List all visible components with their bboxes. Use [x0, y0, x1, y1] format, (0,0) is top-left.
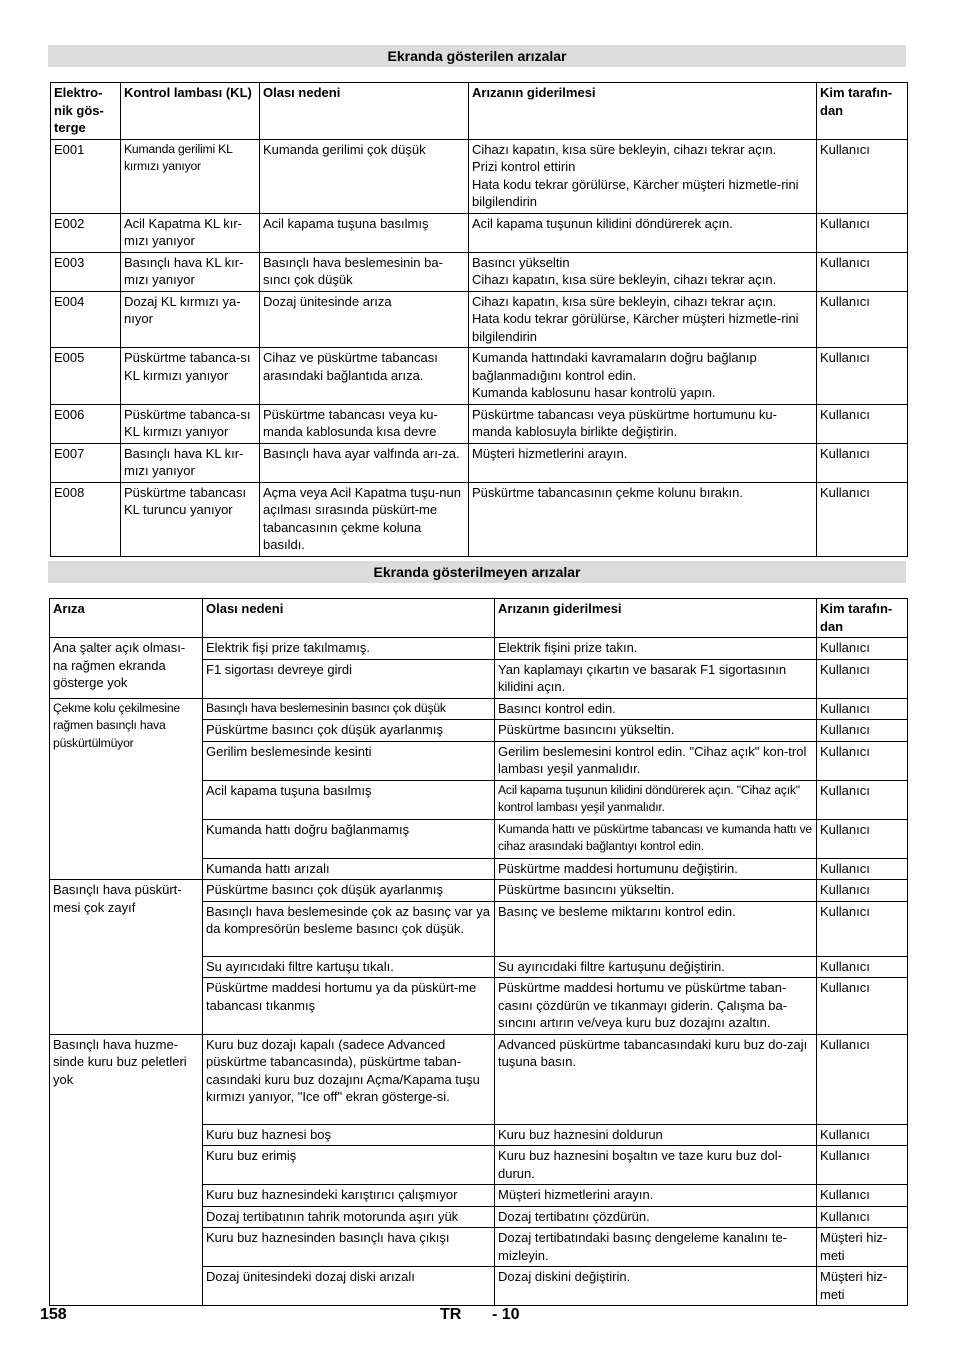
cell-by: Kullanıcı [817, 720, 908, 742]
cell-remedy: Yan kaplamayı çıkartın ve basarak F1 sigortasının kilidini açın. [495, 659, 817, 698]
table-row [50, 638, 908, 660]
cell-by: Kullanıcı [817, 1185, 908, 1207]
cell-by: Kullanıcı [817, 780, 908, 819]
cell-lamp: Acil Kapatma KL kır-mızı yanıyor [121, 213, 260, 252]
header-cell: Elektro-nik gös-terge [51, 83, 121, 140]
cell-cause: Basınçlı hava beslemesinde çok az basınç var ya da kompresörün besleme basıncı çok düşük. [203, 901, 495, 956]
cell-by: Müşteri hiz-meti [817, 1267, 908, 1306]
cell-cause: Gerilim beslemesinde kesinti [203, 741, 495, 780]
cell-fault: Basınçlı hava huzme-sinde kuru buz peletleri yok [50, 1034, 203, 1306]
cell-code: E008 [51, 482, 121, 556]
cell-by: Kullanıcı [817, 880, 908, 902]
cell-lamp: Püskürtme tabancası KL turuncu yanıyor [121, 482, 260, 556]
cell-cause: Cihaz ve püskürtme tabancası arasındaki bağlantıda arıza. [260, 348, 469, 405]
cell-remedy: Acil kapama tuşunun kilidini döndürerek açın. [469, 213, 817, 252]
undisplayed-faults-table [49, 598, 908, 1306]
cell-fault: Basınçlı hava püskürt-mesi çok zayıf [50, 880, 203, 1035]
table-row [51, 213, 908, 252]
table-header-row [50, 599, 908, 638]
cell-by: Kullanıcı [817, 638, 908, 660]
cell-remedy: Kuru buz haznesini doldurun [495, 1124, 817, 1146]
cell-remedy: Basınç ve besleme miktarını kontrol edin. [495, 901, 817, 956]
table-row [50, 698, 908, 720]
cell-code: E001 [51, 139, 121, 213]
cell-remedy: Basıncı kontrol edin. [495, 698, 817, 720]
cell-cause: Püskürtme maddesi hortumu ya da püskürt-me tabancası tıkanmış [203, 978, 495, 1035]
cell-cause: Kumanda hattı doğru bağlanmamış [203, 819, 495, 858]
cell-cause: Kuru buz haznesindeki karıştırıcı çalışmıyor [203, 1185, 495, 1207]
cell-cause: Basınçlı hava beslemesinin ba-sıncı çok düşük [260, 252, 469, 291]
header-cell: Kim tarafın-dan [817, 599, 908, 638]
cell-lamp: Basınçlı hava KL kır-mızı yanıyor [121, 252, 260, 291]
cell-cause: Kuru buz haznesi boş [203, 1124, 495, 1146]
cell-remedy: Püskürtme maddesi hortumu ve püskürtme taban-casını çözdürün ve tıkanmayı giderin. Çalışma ba-sıncını artırın ve/veya kuru buz dozajını azaltın. [495, 978, 817, 1035]
cell-by: Kullanıcı [817, 291, 908, 348]
cell-remedy: Elektrik fişini prize takın. [495, 638, 817, 660]
cell-cause: Kuru buz erimiş [203, 1146, 495, 1185]
cell-remedy: Advanced püskürtme tabancasındaki kuru buz do-zajı tuşuna basın. [495, 1034, 817, 1124]
cell-by: Kullanıcı [817, 139, 908, 213]
table-row [50, 880, 908, 902]
table-row [51, 348, 908, 405]
cell-code: E003 [51, 252, 121, 291]
cell-remedy: Gerilim beslemesini kontrol edin. "Cihaz açık" kon-trol lambası yeşil yanmalıdır. [495, 741, 817, 780]
cell-cause: Basınçlı hava beslemesinin basıncı çok düşük [203, 698, 495, 720]
cell-code: E005 [51, 348, 121, 405]
cell-by: Kullanıcı [817, 1206, 908, 1228]
cell-code: E007 [51, 443, 121, 482]
cell-by: Kullanıcı [817, 404, 908, 443]
cell-by: Kullanıcı [817, 901, 908, 956]
cell-by: Müşteri hiz-meti [817, 1228, 908, 1267]
header-cell: Kontrol lambası (KL) [121, 83, 260, 140]
cell-remedy: Cihazı kapatın, kısa süre bekleyin, cihazı tekrar açın. Hata kodu tekrar görülürse, Kärcher müşteri hizmetle-rini bilgilendirin [469, 291, 817, 348]
cell-cause: Basınçlı hava ayar valfında arı-za. [260, 443, 469, 482]
cell-cause: Kuru buz haznesinden basınçlı hava çıkışı [203, 1228, 495, 1267]
table-row [51, 291, 908, 348]
cell-fault: Çekme kolu çekilmesine rağmen basınçlı hava püskürtülmüyor [50, 698, 203, 880]
header-cell: Olası nedeni [260, 83, 469, 140]
cell-cause: Püskürtme tabancası veya ku-manda kablosunda kısa devre [260, 404, 469, 443]
cell-remedy: Acil kapama tuşunun kilidini döndürerek açın. "Cihaz açık" kontrol lambası yeşil yanmalıdır. [495, 780, 817, 819]
header-cell: Arızanın giderilmesi [495, 599, 817, 638]
cell-by: Kullanıcı [817, 741, 908, 780]
cell-code: E006 [51, 404, 121, 443]
cell-lamp: Püskürtme tabanca-sı KL kırmızı yanıyor [121, 404, 260, 443]
cell-lamp: Dozaj KL kırmızı ya-nıyor [121, 291, 260, 348]
cell-by: Kullanıcı [817, 348, 908, 405]
cell-remedy: Dozaj tertibatını çözdürün. [495, 1206, 817, 1228]
cell-cause: Kumanda gerilimi çok düşük [260, 139, 469, 213]
language-code: TR [440, 1306, 462, 1323]
cell-fault: Ana şalter açık olması-na rağmen ekranda gösterge yok [50, 638, 203, 699]
cell-remedy: Müşteri hizmetlerini arayın. [469, 443, 817, 482]
cell-by: Kullanıcı [817, 819, 908, 858]
cell-by: Kullanıcı [817, 858, 908, 880]
cell-cause: Acil kapama tuşuna basılmış [260, 213, 469, 252]
cell-remedy: Su ayırıcıdaki filtre kartuşunu değiştirin. [495, 956, 817, 978]
cell-by: Kullanıcı [817, 978, 908, 1035]
table-row [51, 482, 908, 556]
header-cell: Olası nedeni [203, 599, 495, 638]
cell-remedy: Püskürtme tabancasının çekme kolunu bırakın. [469, 482, 817, 556]
cell-remedy: Püskürtme basıncını yükseltin. [495, 720, 817, 742]
cell-cause: Acil kapama tuşuna basılmış [203, 780, 495, 819]
cell-by: Kullanıcı [817, 443, 908, 482]
displayed-faults-table [50, 82, 908, 557]
cell-remedy: Kuru buz haznesini boşaltın ve taze kuru buz dol-durun. [495, 1146, 817, 1185]
cell-remedy: Kumanda hattındaki kavramaların doğru bağlanıp bağlanmadığını kontrol edin. Kumanda kablosunu hasar kontrolü yapın. [469, 348, 817, 405]
cell-cause: F1 sigortası devreye girdi [203, 659, 495, 698]
cell-remedy: Cihazı kapatın, kısa süre bekleyin, cihazı tekrar açın. Prizi kontrol ettirin Hata kodu tekrar görülürse, Kärcher müşteri hizmetle-rini bilgilendirin [469, 139, 817, 213]
cell-remedy: Dozaj diskini değiştirin. [495, 1267, 817, 1306]
cell-cause: Su ayırıcıdaki filtre kartuşu tıkalı. [203, 956, 495, 978]
section-title-displayed-faults: Ekranda gösterilen arızalar [48, 45, 906, 67]
cell-remedy: Müşteri hizmetlerini arayın. [495, 1185, 817, 1207]
cell-by: Kullanıcı [817, 1146, 908, 1185]
page-number: 158 [40, 1306, 67, 1323]
cell-code: E002 [51, 213, 121, 252]
cell-cause: Püskürtme basıncı çok düşük ayarlanmış [203, 880, 495, 902]
cell-lamp: Basınçlı hava KL kır-mızı yanıyor [121, 443, 260, 482]
table-row [50, 1034, 908, 1124]
cell-by: Kullanıcı [817, 956, 908, 978]
sub-page-number: - 10 [492, 1306, 520, 1323]
cell-remedy: Püskürtme basıncını yükseltin. [495, 880, 817, 902]
table-header-row [51, 83, 908, 140]
cell-by: Kullanıcı [817, 1124, 908, 1146]
cell-cause: Dozaj ünitesindeki dozaj diski arızalı [203, 1267, 495, 1306]
cell-by: Kullanıcı [817, 482, 908, 556]
cell-lamp: Püskürtme tabanca-sı KL kırmızı yanıyor [121, 348, 260, 405]
cell-by: Kullanıcı [817, 698, 908, 720]
header-cell: Kim tarafın-dan [817, 83, 908, 140]
header-cell: Arızanın giderilmesi [469, 83, 817, 140]
cell-by: Kullanıcı [817, 252, 908, 291]
cell-cause: Elektrik fişi prize takılmamış. [203, 638, 495, 660]
cell-cause: Püskürtme basıncı çok düşük ayarlanmış [203, 720, 495, 742]
cell-remedy: Dozaj tertibatındaki basınç dengeleme kanalını te-mizleyin. [495, 1228, 817, 1267]
cell-cause: Açma veya Acil Kapatma tuşu-nun açılması sırasında püskürt-me tabancasının çekme koluna basıldı. [260, 482, 469, 556]
table-row [51, 139, 908, 213]
cell-cause: Kumanda hattı arızalı [203, 858, 495, 880]
cell-remedy: Püskürtme tabancası veya püskürtme hortumunu ku-manda kablosuyla birlikte değiştirin. [469, 404, 817, 443]
cell-code: E004 [51, 291, 121, 348]
cell-by: Kullanıcı [817, 659, 908, 698]
cell-lamp: Kumanda gerilimi KL kırmızı yanıyor [121, 139, 260, 213]
cell-remedy: Basıncı yükseltin Cihazı kapatın, kısa süre bekleyin, cihazı tekrar açın. [469, 252, 817, 291]
cell-by: Kullanıcı [817, 213, 908, 252]
cell-remedy: Püskürtme maddesi hortumunu değiştirin. [495, 858, 817, 880]
header-cell: Arıza [50, 599, 203, 638]
cell-cause: Dozaj tertibatının tahrik motorunda aşırı yük [203, 1206, 495, 1228]
cell-by: Kullanıcı [817, 1034, 908, 1124]
cell-cause: Kuru buz dozajı kapalı (sadece Advanced püskürtme tabancasında), püskürtme taban-casındaki kuru buz dozajını Açma/Kapama tuşu kırmızı yanıyor, "Ice off" ekran gösterge-si. [203, 1034, 495, 1124]
section-title-undisplayed-faults: Ekranda gösterilmeyen arızalar [48, 561, 906, 583]
cell-remedy: Kumanda hattı ve püskürtme tabancası ve kumanda hattı ve cihaz arasındaki bağlantıyı kontrol edin. [495, 819, 817, 858]
table-row [51, 443, 908, 482]
table-row [51, 252, 908, 291]
table-row [51, 404, 908, 443]
cell-cause: Dozaj ünitesinde arıza [260, 291, 469, 348]
